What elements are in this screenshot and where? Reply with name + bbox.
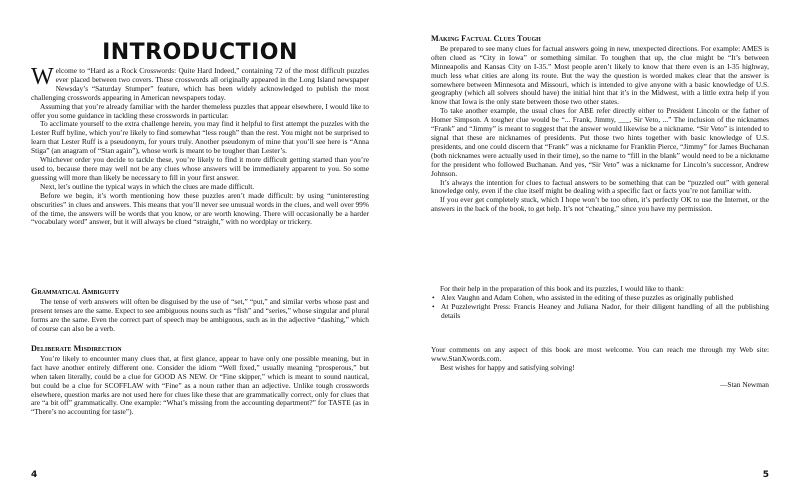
- closing-section: [431, 346, 769, 390]
- thanks-intro: For their help in the preparation of this book and its puzzles, I would like to thank:: [440, 284, 685, 293]
- page-number-right: 5: [762, 470, 769, 480]
- misdirection-heading: Deliberate Misdirection: [31, 344, 122, 353]
- grammar-section: [31, 288, 369, 334]
- page-title: INTRODUCTION: [102, 40, 298, 65]
- intro-paragraph-1: Welcome to “Hard as a Rock Crosswords: Quite Hard Indeed,” containing 72 of the most difficult puzzles ever placed between two covers. These crosswords all originally appeared in the Long Island newspaper Newsday’s “Saturday Stumper” feature, which has been widely acknowledged to publish the most challenging crosswords appearing in American newspapers today.: [31, 64, 369, 102]
- factual-paragraph-2: To take another example, the usual clues for ABE refer directly either to President Lincoln or the father of Homer Simpson. A tougher clue would be “... Frank, Jimmy, ___, Sir Veto, ...” The inclusion of the nicknames “Frank” and “Jimmy” is meant to suggest that the answer would likewise be a nickname. “Sir Veto” is intended to signal that these are nicknames of presidents. Put those two hints together with basic knowledge of U.S. presidents, and one could discern that “Frank” was a nickname for Franklin Pierce, “Jimmy” for James Buchanan (both nicknames were actually used in their time), so the name to “fill in the blank” would need to be a nickname for the president who followed Buchanan. And yes, “Sir Veto” was a nickname for Lincoln’s successor, Andrew Johnson.: [431, 106, 769, 178]
- factual-paragraph-3: It’s always the intention for clues to factual answers to be something that can be “puzzled out” with general knowledge only, even if the clue itself might be dealing with a specific fact or facts you’re not familiar with.: [431, 177, 769, 196]
- closing-paragraph-2: Best wishes for happy and satisfying solving!: [440, 362, 575, 372]
- thanks-section: [431, 285, 769, 321]
- intro-paragraph-6: Before we begin, it’s worth mentioning how these puzzles aren’t made difficult: by using “uninteresting obscurities” in clues and answers. This means that you’ll never see unusual words in the clues, and well over 99% of the time, the answers will be words that you know, or are worth knowing. There will occasionally be a harder “vocabulary word” answer, but it will always be clued “straight,” with no wordplay or trickery.: [31, 190, 369, 227]
- factual-paragraph-4: If you ever get completely stuck, which I hope won’t be too often, it’s perfectly OK to use the Internet, or the answers in the back of the book, to get help. It’s not “cheating,” since you have my permission.: [431, 195, 769, 214]
- intro-paragraph-3: To acclimate yourself to the extra challenge herein, you may find it helpful to first attempt the puzzles with the Lester Ruff byline, which you’re likely to find somewhat “less rough” than the rest. You might not be surprised to learn that Lester Ruff is a pseudonym, for yours truly. Another pseudonym of mine that you’ll see here is “Anna Stiga” (an anagram of “Stan again”), whose work is meant to be tougher than Lester’s.: [31, 119, 369, 156]
- intro-paragraph-2: Assuming that you’re already familiar with the harder themeless puzzles that appear elsewhere, I would like to offer you some guidance in tackling these crosswords in particular.: [31, 101, 369, 120]
- grammar-heading: Grammatical Ambiguity: [31, 287, 120, 296]
- misdirection-paragraph: You’re likely to encounter many clues that, at first glance, appear to have only one possible meaning, but in fact have another entirely different one. Consider the idiom “Well fixed,” usually meaning “prosperous,” but when taken literally, could be a clue for GOOD AS NEW. Or “Fine skipper,” which is meant to sound nautical, but could be a clue for SCOFFLAW with “Fine” as a noun rather than an adjective. Unlike tough crosswords elsewhere, question marks are not used here for clues like these that are grammatically correct, only for clues that are “a bit off” grammatically. One example: “What’s missing from the accounting department?” for TASTE (as in “There’s no accounting for taste”).: [31, 353, 369, 417]
- thanks-item: • Alex Vaughn and Adam Cohen, who assisted in the editing of these puzzles as originally published: [441, 294, 769, 303]
- signature: —Stan Newman: [719, 379, 769, 389]
- closing-paragraph-1: Your comments on any aspect of this book are most welcome. You can reach me through my Web site: www.StanXwords.com.: [431, 345, 769, 363]
- factual-section: [431, 35, 769, 214]
- page-number-left: 4: [31, 470, 38, 480]
- intro-section: [31, 64, 369, 227]
- factual-paragraph-1: Be prepared to see many clues for factual answers going in new, unexpected directions. For example: AMES is often clued as “City in Iowa” or something similar. To toughen that up, the clue might be “It’s between Minneapolis and Kansas City on I-35.” Most people aren’t likely to know that there even is an I-35 highway, much less what cities are along its route. But the way the question is worded makes clear that the answer is somewhere between Minnesota and Missouri, which is intended to give anyone with a basic knowledge of U.S. geography (which all solvers should have) the initial hint that it’s in the Midwest, with a little extra help if you know that Iowa is the only state between those two other states.: [431, 43, 769, 107]
- drop-cap: W: [31, 64, 54, 90]
- thanks-list: [431, 294, 769, 321]
- intro-paragraph-5: Next, let’s outline the typical ways in which the clues are made difficult.: [40, 181, 255, 191]
- grammar-paragraph: The tense of verb answers will often be disguised by the use of “set,” “put,” and similar verbs whose past and present tenses are the same. Expect to see ambiguous nouns such as “fish” and “series,” whose singular and plural forms are the same. Even the correct part of speech may be ambiguous, such as in the adjective “dashing,” which of course can also be a verb.: [31, 296, 369, 333]
- thanks-item: • At Puzzlewright Press: Francis Heaney and Juliana Nador, for their diligent handling of all the publishing details: [441, 303, 769, 321]
- factual-heading: Making Factual Clues Tough: [431, 34, 541, 43]
- right-page: [400, 0, 800, 500]
- misdirection-section: [31, 345, 369, 417]
- intro-paragraph-4: Whichever order you decide to tackle these, you’re likely to find it more difficult getting started than you’re used to, because there may well not be any clues whose answers will be immediately apparent to you. So some guessing will more than likely be necessary to fill in your first answer.: [31, 155, 369, 182]
